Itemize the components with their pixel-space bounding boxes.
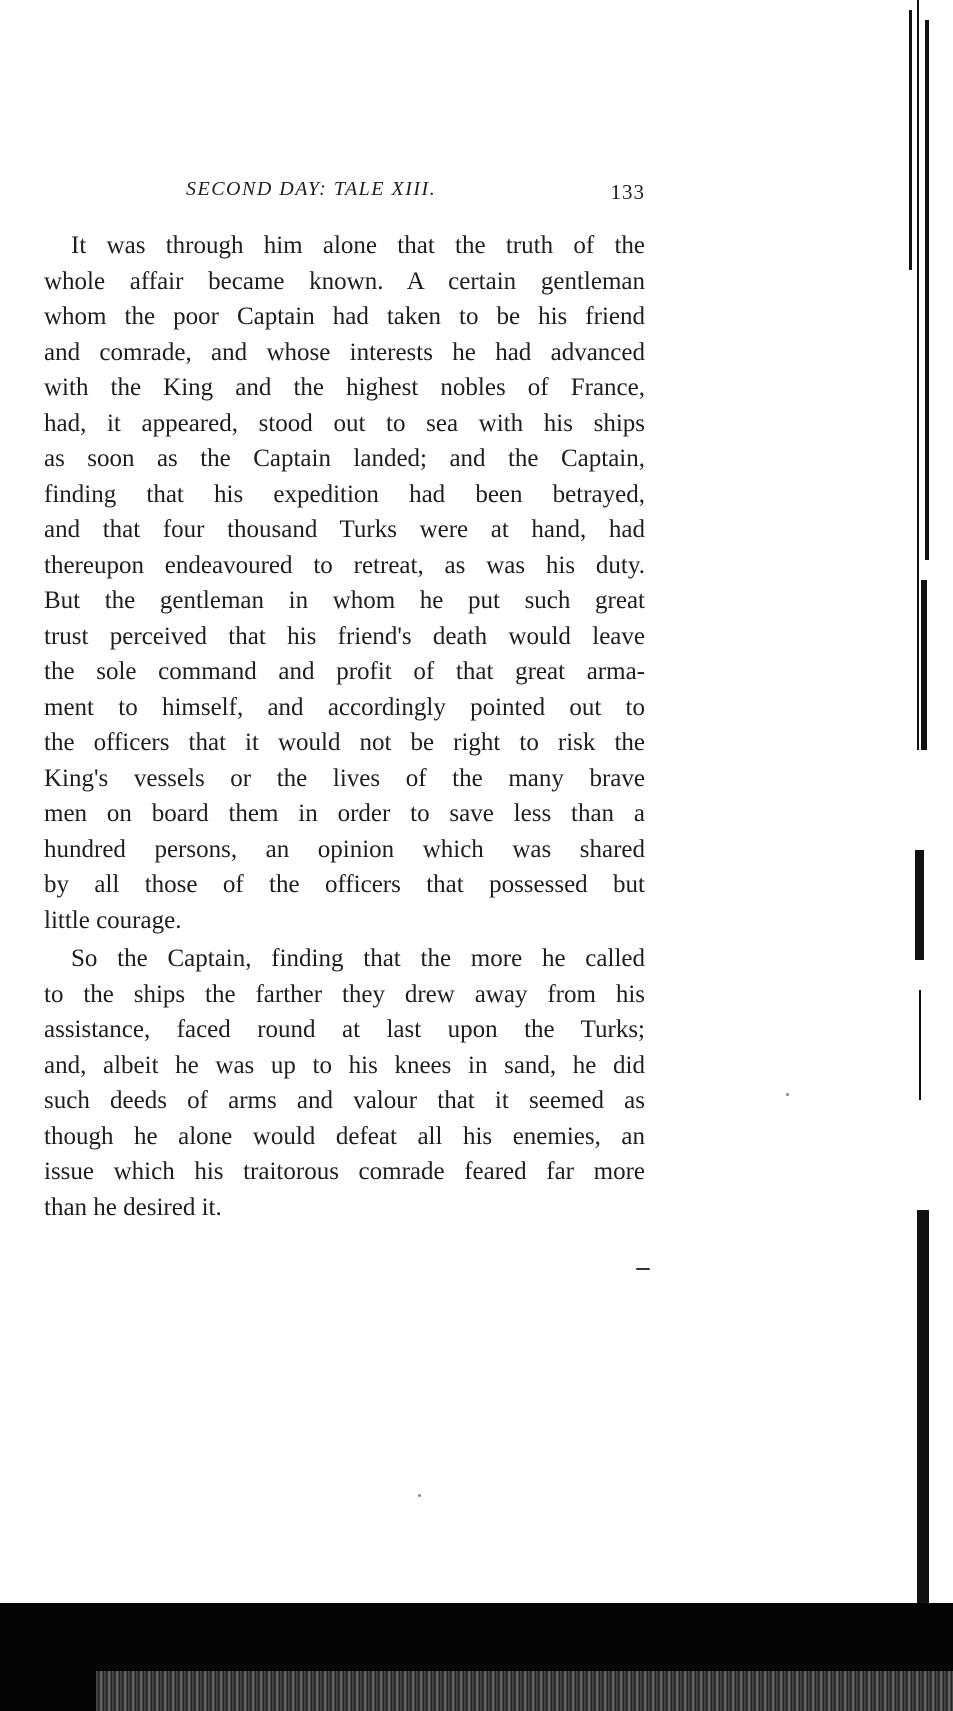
scan-speck: [786, 1093, 789, 1096]
text-line: hundred persons, an opinion which was shared: [44, 835, 645, 863]
scan-speck: [636, 1268, 650, 1270]
page-number: 133: [610, 180, 645, 204]
text-line: with the King and the highest nobles of France,: [44, 374, 645, 401]
text-line: But the gentleman in whom he put such great: [44, 587, 645, 614]
text-line: as soon as the Captain landed; and the Captain,: [44, 445, 645, 472]
text-line: whom the poor Captain had taken to be his friend: [44, 303, 645, 330]
running-title: SECOND DAY: TALE XIII.: [186, 178, 437, 200]
text-line: assistance, faced round at last upon the Turks;: [44, 1016, 645, 1043]
paragraph-2: [44, 941, 645, 1225]
text-line: and that four thousand Turks were at hand, had: [44, 516, 645, 543]
text-line: to the ships the farther they drew away from his: [44, 980, 645, 1008]
text-line: though he alone would defeat all his enemies, an: [44, 1122, 645, 1150]
body-text: [44, 228, 645, 1225]
text-line: It was through him alone that the truth of the: [71, 232, 645, 259]
paragraph-1: [44, 228, 645, 938]
text-line: such deeds of arms and valour that it seemed as: [44, 1087, 645, 1114]
text-line: finding that his expedition had been betrayed,: [44, 480, 645, 508]
text-line: ment to himself, and accordingly pointed out to: [44, 693, 645, 721]
text-line: and comrade, and whose interests he had advanced: [44, 338, 645, 366]
text-line: the sole command and profit of that great arma-: [44, 658, 645, 685]
scan-speck: [418, 1494, 421, 1497]
text-line: issue which his traitorous comrade feared far more: [44, 1158, 645, 1185]
gutter-shadow: [921, 580, 927, 750]
text-line: King's vessels or the lives of the many brave: [44, 764, 645, 792]
text-line: So the Captain, finding that the more he called: [71, 945, 645, 972]
text-line: the officers that it would not be right to risk the: [44, 729, 645, 756]
text-line: by all those of the officers that possessed but: [44, 871, 645, 898]
gutter-shadow: [917, 1210, 929, 1620]
text-line: than he desired it.: [44, 1193, 222, 1221]
scan-bottom-noise: [96, 1671, 953, 1711]
gutter-shadow: [915, 850, 924, 960]
gutter-shadow: [909, 10, 912, 270]
binding-gutter: [903, 0, 953, 1620]
text-line: had, it appeared, stood out to sea with his ships: [44, 409, 645, 437]
text-line: trust perceived that his friend's death would leave: [44, 622, 645, 650]
gutter-shadow: [917, 0, 919, 750]
gutter-shadow: [925, 20, 929, 560]
text-line: and, albeit he was up to his knees in sand, he did: [44, 1051, 645, 1079]
text-line: thereupon endeavoured to retreat, as was his duty.: [44, 551, 645, 579]
text-line: men on board them in order to save less than a: [44, 800, 645, 827]
text-line: little courage.: [44, 906, 182, 934]
gutter-shadow: [919, 990, 921, 1100]
running-header: [186, 178, 645, 208]
text-line: whole affair became known. A certain gentleman: [44, 267, 645, 295]
